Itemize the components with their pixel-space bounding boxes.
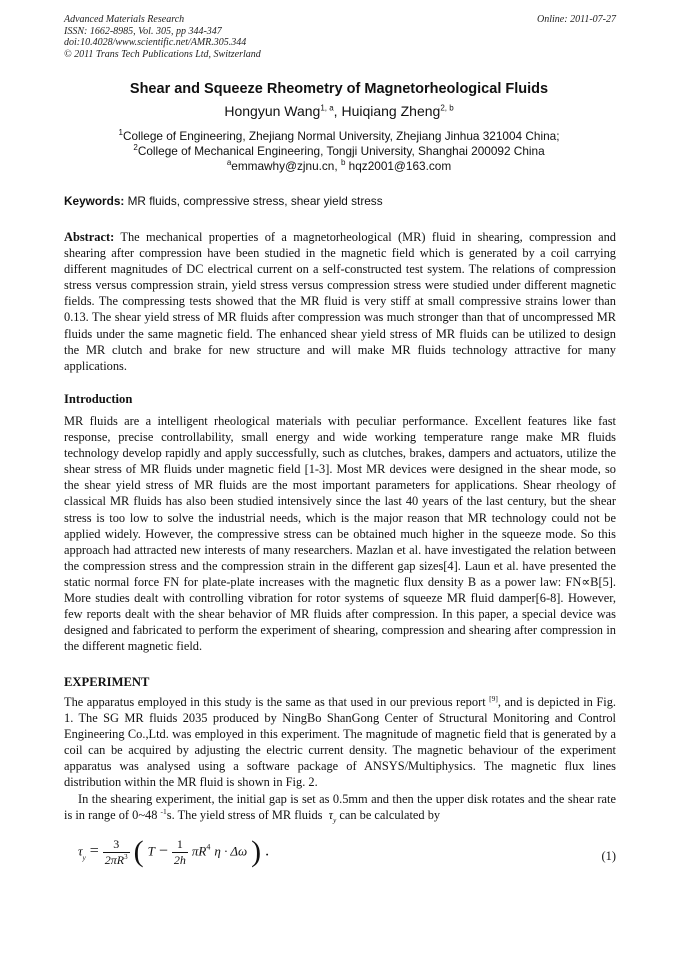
copyright-line: © 2011 Trans Tech Publications Ltd, Switzerland: [64, 48, 261, 60]
tau-symbol: τ: [328, 808, 334, 823]
experiment-paragraph-1: [64, 694, 616, 791]
abstract-text: The mechanical properties of a magnetorheological (MR) fluid in shearing, compression and shearing after compression have been studied in the magnetic field which is generated by a coil carrying different magnitudes of DC electrical current on a self-constructed test system. The relations of compression stress versus compression strain, yield stress versus compression stress were studied under different magnetic fields. The compressing tests showed that the MR fluid is very stiff at small compressive strains lower than 0.13. The shear yield stress of MR fluids after compression was much stronger than that of uncompressed MR fluids under the same magnetic field. The enhanced shear yield stress of MR fluids can be utilized to design the MR clutch and brake for new structure and will make MR fluids technology attractive for many applications.: [64, 230, 616, 373]
eq-fraction-1: [103, 837, 130, 868]
author-name: Hongyun Wang: [224, 103, 321, 119]
eq-denominator: [103, 853, 130, 868]
journal-name: Advanced Materials Research: [64, 14, 185, 25]
abstract-label: Abstract:: [64, 230, 115, 244]
experiment-text: s. The yield stress of MR fluids: [166, 808, 323, 823]
eq-numerator: 3: [103, 837, 130, 853]
section-heading-experiment: EXPERIMENT: [64, 675, 150, 689]
experiment-text: can be calculated by: [339, 808, 441, 823]
author-separator: ,: [333, 103, 342, 119]
email-link[interactable]: emmawhy@zjnu.cn,: [231, 159, 338, 173]
affil-mark: 2: [133, 143, 138, 153]
keywords-text: MR fluids, compressive stress, shear yield stress: [127, 194, 383, 208]
equation-1: [78, 835, 616, 885]
experiment-text: The apparatus employed in this study is the same as that used in our previous report: [64, 695, 486, 709]
doi-line: doi:10.4028/www.scientific.net/AMR.305.344: [64, 37, 247, 48]
email-mark: b: [340, 158, 346, 168]
superscript: -1: [160, 806, 167, 816]
online-date: Online: 2011-07-27: [537, 14, 616, 25]
keywords-label: Keywords:: [64, 194, 125, 208]
eq-equals: =: [89, 842, 99, 860]
author-line: [0, 103, 678, 119]
eq-minus: −: [158, 842, 168, 860]
eq-T: T: [147, 843, 155, 859]
eq-lhs: τ: [78, 843, 83, 859]
issn-line: ISSN: 1662-8985, Vol. 305, pp 344-347: [64, 25, 222, 37]
eq-numerator: 1: [172, 837, 188, 853]
paper-title: Shear and Squeeze Rheometry of Magnetorheological Fluids: [129, 81, 549, 97]
introduction-text: MR fluids are a intelligent rheological materials with peculiar performance. Excellent features like fast response, precise controllability, small energy and wide working temperature range make MR fluids technology develop rapidly and apply successfully, such as clutches, brakes, dampers and actuators, utilize the shear stress of MR fluids under magnetic field [1-3]. Most MR devices were designed in the shear mode, so the shear yield stress of MR fluids are the most important parameters for applications. Shear rheology of classical MR fluids has also been studied intensively since the last 40 years of the last century, but the shear stress is too low to solve the industrial needs, which is the major reason that MR technology could not be applied widely. However, the compressive stress can be obtained much higher in the squeeze mode. So this approach had attracted new interests of many researchers. Mazlan et al. have investigated the relation between the compression stress and the compression strain in the different gap sizes[4]. Laun et al. have presented the static normal force FN for plate-plate increases with the magnetic flux density B as a power law: FN∝B[5]. More studies dealt with controlling vibration for rotor systems of squeeze MR fluid damper[6-8]. However, few reports dealt with the shear behavior of MR fluids after compression. In this paper, a special device was designed and fabricated to perform the experiment of shearing, compression and shearing after compression in the different magnetic field.: [64, 414, 616, 654]
abstract: [64, 229, 616, 374]
citation-ref[interactable]: [9]: [489, 693, 498, 703]
eq-denominator: 2h: [173, 852, 186, 867]
experiment-paragraph-2: [64, 791, 616, 829]
affil-text: College of Mechanical Engineering, Tongji University, Shanghai 200092 China: [137, 144, 545, 158]
eq-term: η · Δω: [214, 843, 248, 859]
eq-exponent: 3: [124, 852, 128, 861]
eq-close-paren: ): [251, 835, 262, 868]
experiment-text: , and is depicted in Fig. 1. The SG MR fluids 2035 produced by NingBo ShanGong Center of Structural Monitoring and Control Engineering Co.,Ltd. was employed in this experiment. The magnitude of magnetic field that is generated by a coil can be acquired by adjusting the electric current density. The magnetic behaviour of the experiment apparatus was analysed using a software package of ANSYS/Multiphysics. The magnetic flux lines distribution within the MR fluid is shown in Fig. 2.: [64, 695, 616, 790]
email-mark: a: [226, 158, 232, 168]
subscript: y: [333, 816, 337, 825]
email-line: [0, 159, 678, 173]
eq-denominator-text: 2πR: [104, 852, 125, 867]
email-link[interactable]: hqz2001@163.com: [348, 159, 452, 173]
author-affil-mark: 1, a: [320, 103, 334, 113]
eq-lhs-sub: y: [82, 853, 86, 862]
author-name: Huiqiang Zheng: [341, 103, 441, 119]
eq-term: πR: [191, 843, 207, 859]
experiment-text: In the shearing experiment, the initial gap is set as 0.5mm and then the upper disk rotates and the shear rate is in range of 0~48: [64, 792, 616, 823]
affil-mark: 1: [118, 128, 123, 138]
eq-open-paren: (: [133, 835, 144, 868]
running-header: [64, 14, 616, 60]
author-affil-mark: 2, b: [440, 103, 454, 113]
section-heading-introduction: Introduction: [64, 392, 133, 406]
affil-text: College of Engineering, Zhejiang Normal University, Zhejiang Jinhua 321004 China;: [122, 129, 560, 143]
keywords: [64, 194, 616, 208]
affiliation-1: [0, 129, 678, 143]
eq-exponent: 4: [206, 842, 211, 852]
eq-period: .: [265, 842, 270, 860]
affiliation-2: [0, 144, 678, 158]
equation-body: [78, 835, 269, 869]
eq-fraction-2: [172, 837, 188, 868]
equation-number: (1): [601, 849, 616, 863]
